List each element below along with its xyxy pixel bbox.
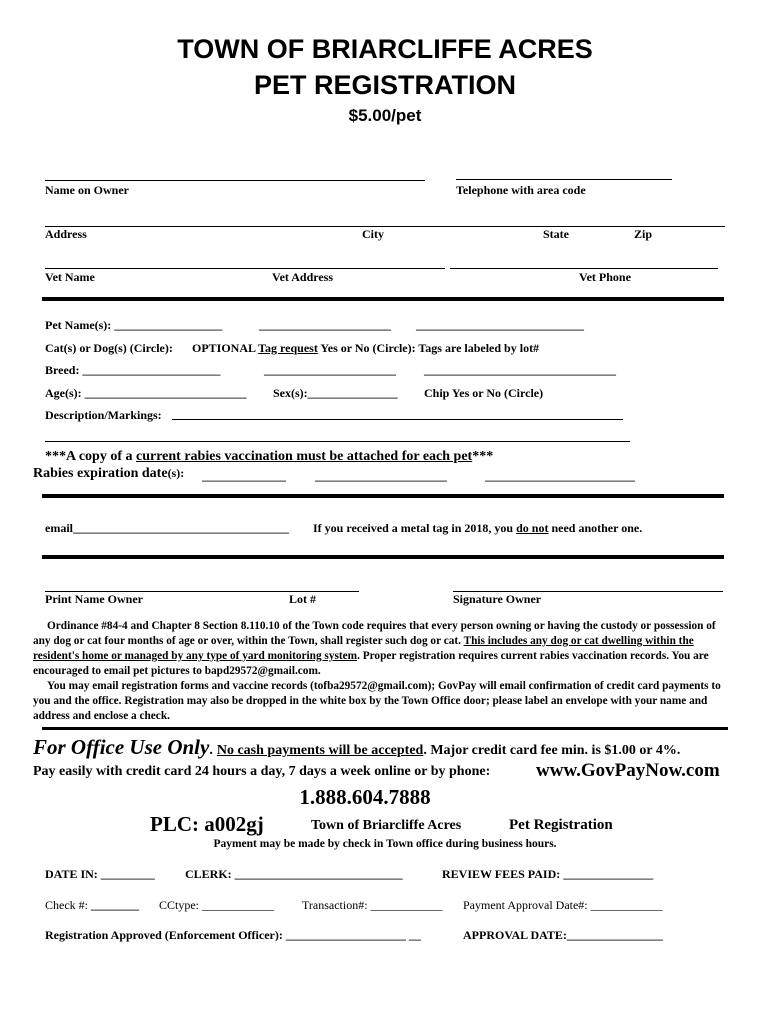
registration-approved-label: Registration Approved (Enforcement Officer): _______ xyxy=(45,928,328,942)
email-field[interactable]: email____________________________________ xyxy=(45,521,289,535)
check-number-blank[interactable]: ________ xyxy=(91,898,139,912)
approval-date-field[interactable]: APPROVAL DATE:________________ xyxy=(463,928,663,942)
plc-pet-registration: Pet Registration xyxy=(509,817,613,833)
office-use-heading: For Office Use Only xyxy=(33,735,210,759)
clerk-field[interactable]: CLERK: ____________________________ xyxy=(185,867,403,881)
phone-line[interactable] xyxy=(456,179,672,180)
rabies-expiration-suffix: (s): xyxy=(167,466,185,480)
ordinance-text-start: Ordinance #84-4 and Chapter 8 Section 8.110.10 of the Town code requires that every person owning or having the custody or possession of any dog or cat four months of age or over, within the Town, shall register such dog or cat. xyxy=(33,620,716,647)
ordinance-paragraph xyxy=(33,619,733,679)
metal-tag-note-prefix: If you received a metal tag in 2018, you xyxy=(313,521,514,535)
pet-names-blank-2[interactable]: ______________________ xyxy=(259,318,391,332)
description-line-1[interactable] xyxy=(172,419,623,420)
state-label: State xyxy=(543,227,569,241)
plc-code: PLC: a002gj xyxy=(150,812,264,836)
registration-approved-field[interactable] xyxy=(45,928,421,943)
age-field[interactable]: Age(s): ___________________________ xyxy=(45,386,247,400)
pet-names-blank-3[interactable]: ____________________________ xyxy=(416,318,584,332)
payment-approval-field[interactable]: Payment Approval Date#: ____________ xyxy=(463,898,663,912)
owner-name-line[interactable] xyxy=(45,180,425,181)
check-number-label: Check #: xyxy=(45,898,88,912)
section-divider xyxy=(42,555,724,559)
no-cash-notice: No cash payments will be accepted xyxy=(216,743,424,758)
section-divider xyxy=(42,297,724,301)
rabies-date-blank-2[interactable]: ______________________ xyxy=(315,469,447,483)
chip-label: Chip Yes or No (Circle) xyxy=(424,386,544,400)
metal-tag-note xyxy=(313,521,642,536)
rabies-notice-underlined: current rabies vaccination must be attached for each pet xyxy=(136,449,473,464)
tag-request-label: Tag request xyxy=(258,341,318,355)
vet-phone-line[interactable] xyxy=(450,268,718,269)
ordinance-text-underlined: This includes any dog or cat dwelling within the resident's home or managed by any type of yard monitoring system xyxy=(33,635,694,662)
section-divider xyxy=(42,494,724,498)
metal-tag-note-suffix: need another one. xyxy=(551,521,643,535)
tag-request-rest: Yes or No (Circle): Tags are labeled by lot# xyxy=(320,341,540,355)
breed-blank-3[interactable]: ________________________________ xyxy=(424,363,616,377)
registration-approved-tail[interactable]: __ xyxy=(408,928,421,942)
print-name-label: Print Name Owner xyxy=(45,592,143,606)
rabies-notice xyxy=(45,449,493,465)
email-instructions-paragraph: You may email registration forms and vaccine records (tofba29572@gmail.com); GovPay will email confirmation of credit card payments to you and the office. Registration may also be dropped in the white box by the Town Office door; please label an envelope with your name and address and enclose a check. xyxy=(33,680,721,722)
section-divider xyxy=(42,727,728,730)
metal-tag-note-underlined: do not xyxy=(516,521,549,535)
pet-names-field[interactable]: Pet Name(s): __________________ xyxy=(45,318,223,332)
description-line-2[interactable] xyxy=(45,441,630,442)
optional-label: OPTIONAL xyxy=(192,341,256,355)
rabies-notice-prefix: ***A copy of a xyxy=(45,449,133,464)
signature-label: Signature Owner xyxy=(453,592,542,606)
breed-field[interactable]: Breed: _______________________ xyxy=(45,363,221,377)
office-heading-row xyxy=(33,735,680,760)
rabies-expiration-label: Rabies expiration date xyxy=(33,466,168,481)
cctype-field[interactable]: CCtype: ____________ xyxy=(159,898,275,912)
tag-request-line xyxy=(192,341,539,356)
transaction-field[interactable]: Transaction#: ____________ xyxy=(302,898,443,912)
vet-name-address-line[interactable] xyxy=(45,268,445,269)
town-title: TOWN OF BRIARCLIFFE ACRES xyxy=(177,34,593,64)
address-label: Address xyxy=(45,227,87,241)
rabies-date-blank-3[interactable]: _________________________ xyxy=(485,469,635,483)
rabies-expiration-row xyxy=(33,466,184,482)
vet-name-label: Vet Name xyxy=(45,270,95,284)
price-per-pet: $5.00/pet xyxy=(348,106,422,125)
govpay-website[interactable]: www.GovPayNow.com xyxy=(536,760,720,781)
species-label: Cat(s) or Dog(s) (Circle): xyxy=(45,341,173,355)
date-in-field[interactable]: DATE IN: _________ xyxy=(45,867,155,881)
check-payment-note: Payment may be made by check in Town office during business hours. xyxy=(213,838,557,850)
check-number-field[interactable] xyxy=(45,898,139,913)
zip-label: Zip xyxy=(634,227,653,241)
sex-field[interactable]: Sex(s):_______________ xyxy=(273,386,398,400)
owner-name-label: Name on Owner xyxy=(45,183,129,197)
registration-approved-blank[interactable]: _____________ xyxy=(327,928,406,942)
rabies-date-blank-1[interactable]: ______________ xyxy=(202,469,286,483)
vet-phone-label: Vet Phone xyxy=(579,270,631,284)
city-label: City xyxy=(362,227,384,241)
review-fees-field[interactable]: REVIEW FEES PAID: _______________ xyxy=(442,867,654,881)
description-label: Description/Markings: xyxy=(45,408,162,422)
pay-online-line: Pay easily with credit card 24 hours a day, 7 days a week online or by phone: xyxy=(33,764,491,779)
address-line[interactable] xyxy=(45,226,725,227)
phone-label: Telephone with area code xyxy=(456,183,586,197)
form-title: PET REGISTRATION xyxy=(253,70,516,100)
lot-label: Lot # xyxy=(289,592,316,606)
govpay-phone: 1.888.604.7888 xyxy=(299,785,431,809)
plc-town: Town of Briarcliffe Acres xyxy=(311,818,462,833)
breed-blank-2[interactable]: ______________________ xyxy=(264,363,396,377)
vet-address-label: Vet Address xyxy=(272,270,334,284)
office-heading-dot: . xyxy=(209,743,213,758)
rabies-notice-suffix: *** xyxy=(472,449,494,464)
ordinance-text-end: . Proper registration requires current rabies vaccination records. You are encouraged to email pet pictures to bapd29572@gmail.com. xyxy=(33,650,709,677)
card-fee-note: . Major credit card fee min. is $1.00 or 4%. xyxy=(423,743,681,758)
